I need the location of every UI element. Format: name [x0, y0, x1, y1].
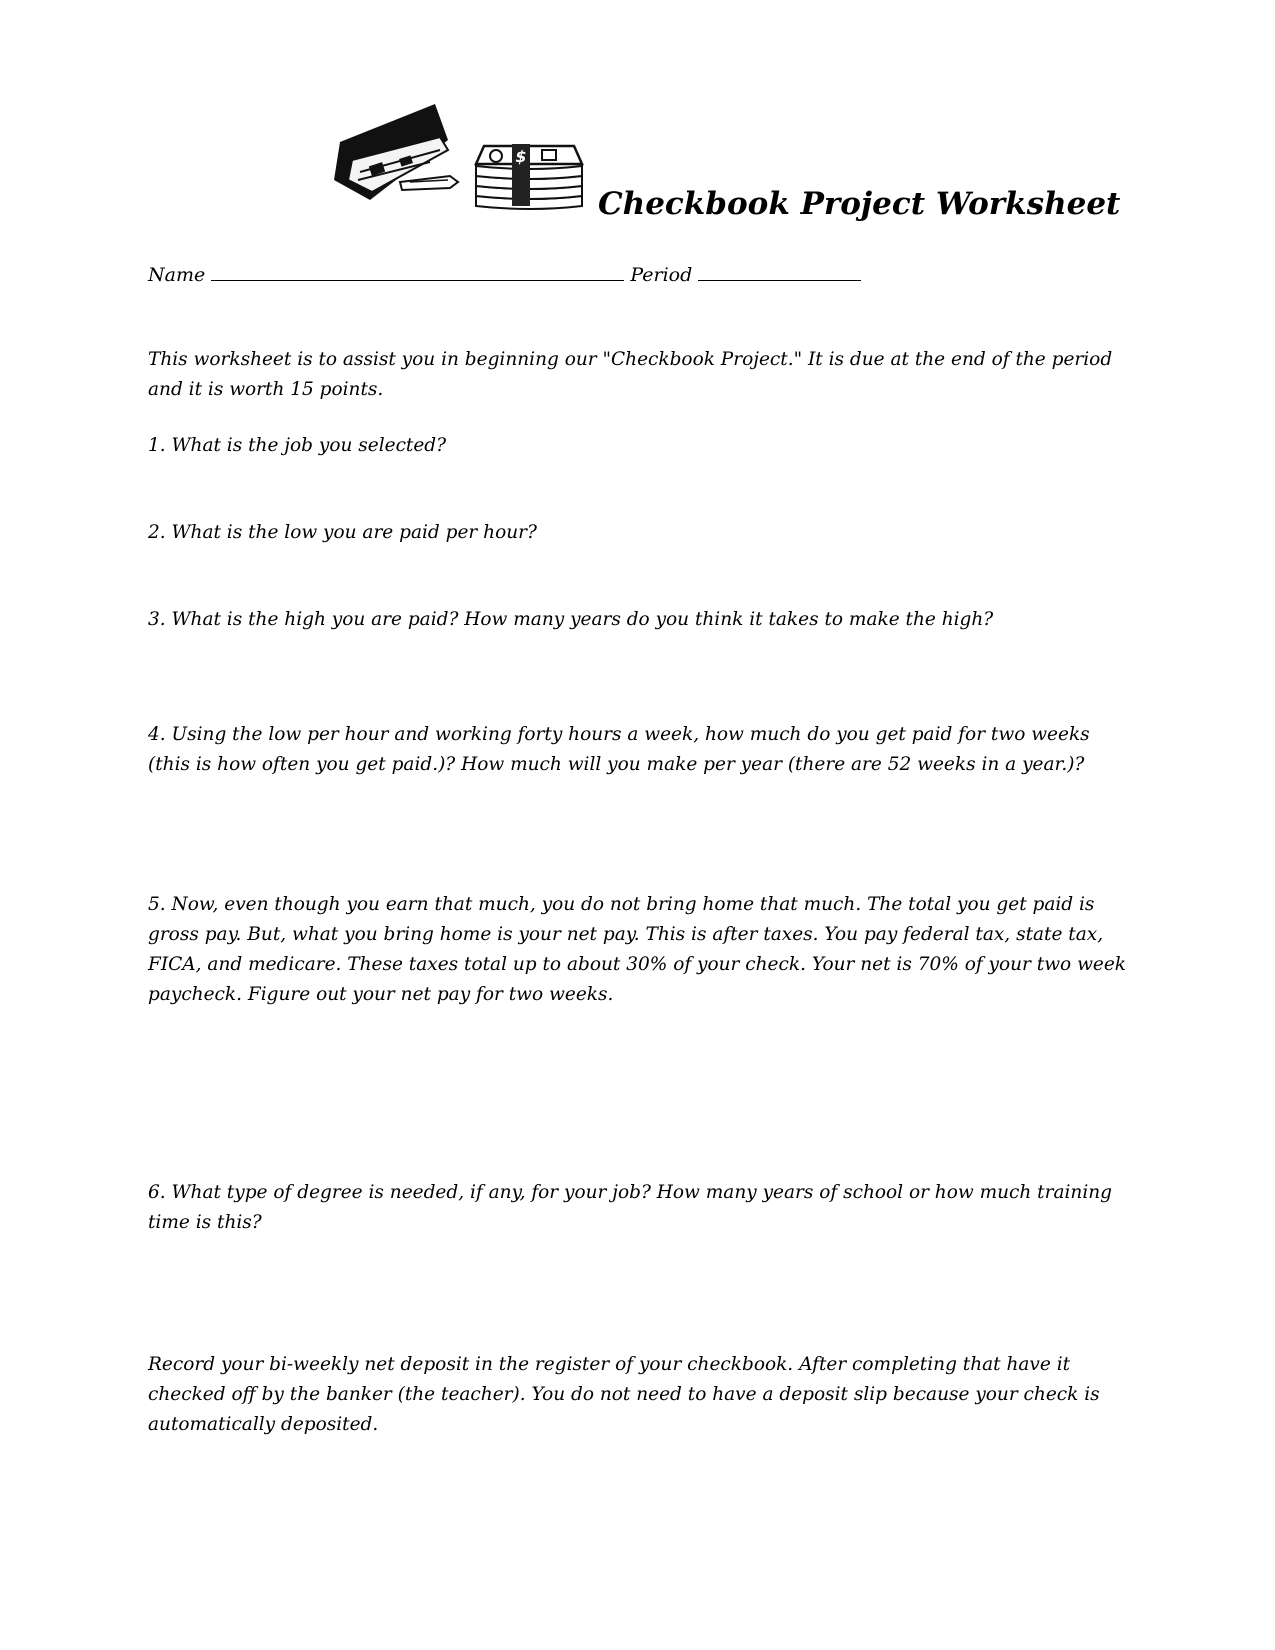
closing-paragraph: Record your bi-weekly net deposit in the register of your checkbook. After completing that have it checked off by the banker (the teacher). You do not need to have a deposit slip because your check is automatically deposited. — [148, 1354, 1100, 1435]
svg-text:$: $ — [515, 147, 527, 166]
worksheet-title: Checkbook Project Worksheet — [598, 186, 1121, 222]
question-6: 6. What type of degree is needed, if any, for your job? How many years of school or how much training time is this? — [148, 1182, 1112, 1233]
period-label: Period — [630, 264, 693, 286]
question-5: 5. Now, even though you earn that much, you do not bring home that much. The total you get paid is gross pay. But, what you bring home is your net pay. This is after taxes. You pay federal tax, state tax, FICA, and medicare. These taxes total up to about 30% of your check. Your net is 70% of your two week paycheck. Figure out your net pay for two weeks. — [148, 894, 1127, 1005]
checkbook-icon — [330, 102, 465, 202]
name-blank[interactable] — [211, 262, 624, 281]
period-blank[interactable] — [698, 262, 861, 281]
name-label: Name — [148, 264, 206, 286]
question-3: 3. What is the high you are paid? How many years do you think it takes to make the high? — [148, 609, 994, 630]
name-period-line — [148, 262, 861, 286]
question-4: 4. Using the low per hour and working forty hours a week, how much do you get paid for two weeks (this is how often you get paid.)? How much will you make per year (there are 52 weeks in a year.)? — [148, 724, 1090, 775]
money-stack-icon — [470, 140, 588, 212]
intro-paragraph: This worksheet is to assist you in beginning our "Checkbook Project." It is due at the end of the period and it is worth 15 points. — [148, 349, 1113, 400]
question-2: 2. What is the low you are paid per hour? — [148, 522, 537, 543]
question-1: 1. What is the job you selected? — [148, 435, 447, 456]
